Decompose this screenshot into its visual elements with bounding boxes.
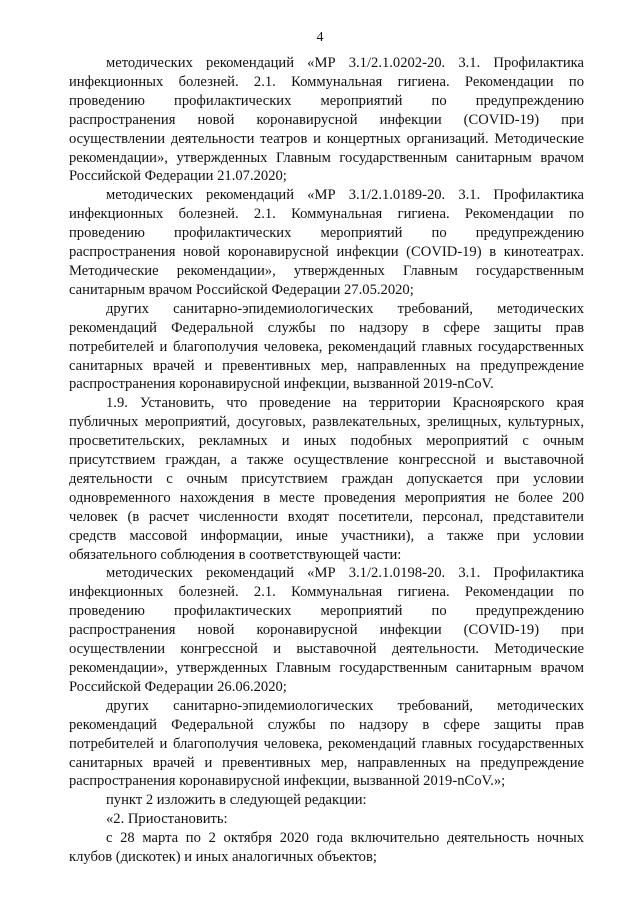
paragraph-night-clubs: с 28 марта по 2 октября 2020 года включительно деятельность ночных клубов (дискотек) и иных аналогичных объектов;	[69, 830, 584, 866]
paragraph-point-2-intro: пункт 2 изложить в следующей редакции:	[106, 792, 367, 809]
paragraph-mr-0189-cinemas: методических рекомендаций «МР 3.1/2.1.0189-20. 3.1. Профилактика инфекционных болезней. 2.1. Коммунальная гигиена. Рекомендации по проведению профилактических мероприятий по предупреждению распространения новой коронавирусной инфекции (COVID-19) в кинотеатрах. Методические рекомендации», утвержденных Главным государственным санитарным врачом Российской Федерации 27.05.2020;	[69, 187, 584, 298]
page-number: 4	[316, 30, 324, 45]
paragraph-point-2-heading: «2. Приостановить:	[106, 811, 228, 828]
paragraph-other-requirements-2: других санитарно-эпидемиологических требований, методических рекомендаций Федеральной службы по надзору в сфере защиты прав потребителей и благополучия человека, рекомендаций главных государственных санитарных врачей и превентивных мер, направленных на предупреждение распространения коронавирусной инфекции, вызванной 2019-nCoV.»;	[69, 697, 584, 790]
paragraph-clause-1-9: 1.9. Установить, что проведение на территории Красноярского края публичных мероприятий, досуговых, развлекательных, зрелищных, культурных, просветительских, рекламных и иных подобных мероприятий с очным присутствием граждан, а также осуществление конгрессной и выставочной деятельности с очным присутствием граждан допускается при условии одновременного нахождения в месте проведения мероприятия не более 200 человек (в расчет численности входят посетители, персонал, представители средств массовой информации, иные участники), а также при условии обязательного соблюдения в соответствующей части:	[69, 395, 584, 563]
paragraph-mr-0202-theatres: методических рекомендаций «МР 3.1/2.1.0202-20. 3.1. Профилактика инфекционных болезней. 2.1. Коммунальная гигиена. Рекомендации по проведению профилактических мероприятий по предупреждению распространения новой коронавирусной инфекции (COVID-19) при осуществлении деятельности театров и концертных организаций. Методические рекомендации», утвержденных Главным государственным санитарным врачом Российской Федерации 21.07.2020;	[69, 55, 584, 185]
paragraph-mr-0198-congress: методических рекомендаций «МР 3.1/2.1.0198-20. 3.1. Профилактика инфекционных болезней. 2.1. Коммунальная гигиена. Рекомендации по проведению профилактических мероприятий по предупреждению распространения новой коронавирусной инфекции (COVID-19) при осуществлении конгрессной и выставочной деятельности. Методические рекомендации», утвержденных Главным государственным санитарным врачом Российской Федерации 26.06.2020;	[69, 565, 584, 695]
paragraph-other-requirements: других санитарно-эпидемиологических требований, методических рекомендаций Федеральной службы по надзору в сфере защиты прав потребителей и благополучия человека, рекомендаций главных государственных санитарных врачей и превентивных мер, направленных на предупреждение распространения коронавирусной инфекции, вызванной 2019-nCoV.	[69, 300, 584, 393]
document-body	[69, 54, 584, 867]
